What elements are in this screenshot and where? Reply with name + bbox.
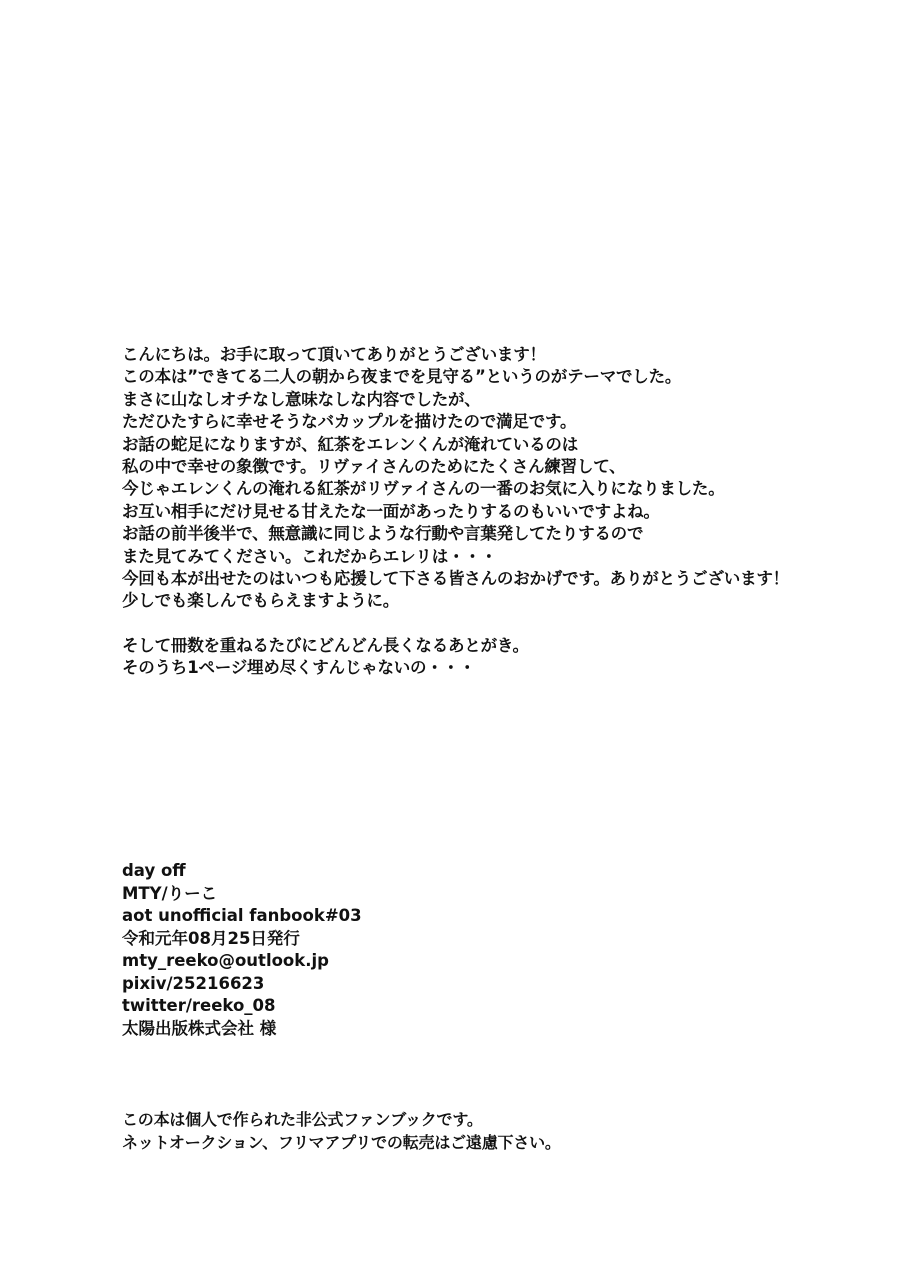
afterword-line: 今回も本が出せたのはいつも応援して下さる皆さんのおかげです。ありがとうございます！: [122, 568, 789, 588]
afterword-line: お話の前半後半で、無意識に同じような行動や言葉発してたりするので: [122, 524, 644, 544]
afterword-line: 少しでも楽しんでもらえますように。: [122, 591, 400, 611]
colophon-date: 令和元年08月25日発行: [122, 928, 300, 948]
notice-line-unofficial: この本は個人で作られた非公式ファンブックです。: [122, 1110, 483, 1129]
afterword-line: まさに山なしオチなし意味なしな内容でしたが、: [122, 389, 481, 409]
notice-line-resale: ネットオークション、フリマアプリでの転売はご遠慮下さい。: [122, 1133, 561, 1152]
colophon-title: day off: [122, 861, 186, 880]
colophon-author: MTY/りーこ: [122, 883, 218, 903]
afterword-line: 今じゃエレンくんの淹れる紅茶がリヴァイさんの一番のお気に入りになりました。: [122, 479, 725, 499]
colophon-twitter: twitter/reeko_08: [122, 996, 276, 1015]
afterword-text: [122, 344, 789, 680]
afterword-closing-line: そのうち1ページ埋め尽くすんじゃないの・・・: [122, 658, 476, 678]
afterword-closing-line: そして冊数を重ねるたびにどんどん長くなるあとがき。: [122, 636, 529, 656]
afterword-line: お互い相手にだけ見せる甘えたな一面があったりするのもいいですよね。: [122, 501, 660, 521]
colophon-series: aot unofficial fanbook#03: [122, 906, 362, 925]
colophon-email: mty_reeko@outlook.jp: [122, 951, 329, 970]
afterword-line: 私の中で幸せの象徴です。リヴァイさんのためにたくさん練習して、: [122, 456, 626, 476]
afterword-line: お話の蛇足になりますが、紅茶をエレンくんが淹れているのは: [122, 434, 578, 454]
afterword-line: こんにちは。お手に取って頂いてありがとうございます！: [122, 345, 546, 364]
colophon: [122, 860, 362, 1040]
colophon-pixiv: pixiv/25216623: [122, 973, 265, 993]
colophon-printer: 太陽出版株式会社 様: [122, 1018, 277, 1038]
afterword-line: ただひたすらに幸せそうなバカップルを描けたので満足です。: [122, 412, 577, 432]
resale-notice: [122, 1108, 561, 1154]
afterword-line: また見てみてください。これだからエレリは・・・: [122, 546, 497, 566]
paragraph-gap: [122, 613, 789, 635]
afterword-line: この本は”できてる二人の朝から夜までを見守る”というのがテーマでした。: [122, 367, 682, 387]
